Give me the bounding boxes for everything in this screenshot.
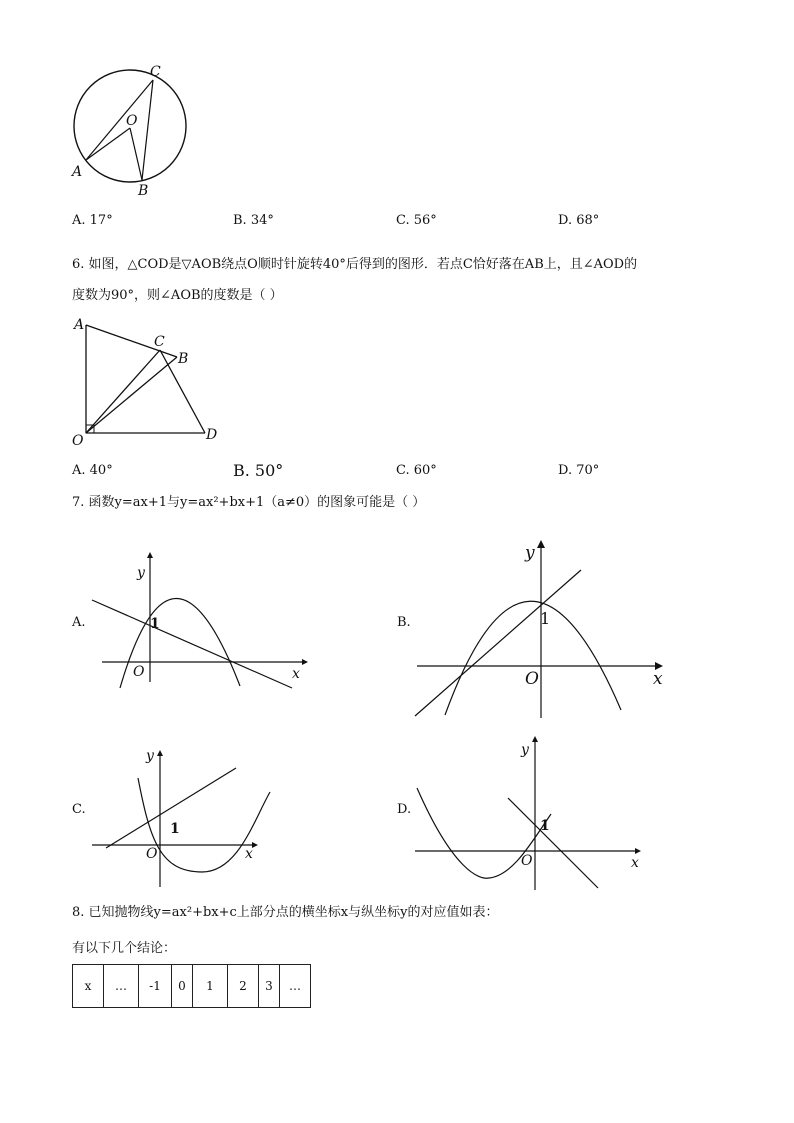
q7-option-a-label: A. [72, 615, 86, 630]
label-b: B [138, 183, 149, 199]
label-o: O [126, 113, 138, 129]
origin-label: O [133, 664, 145, 680]
q6-option-c: C. 60° [396, 463, 437, 478]
q8-question: 8. 已知抛物线y=ax²+bx+c上部分点的横坐标x与纵坐标y的对应值如表： [72, 905, 499, 920]
q5-option-d: D. 68° [558, 213, 600, 228]
one-label: 1 [150, 616, 160, 632]
q7-option-b-label: B. [397, 615, 411, 630]
y-label: y [525, 543, 535, 563]
label-d: D [206, 427, 218, 443]
q5-option-c: C. 56° [396, 213, 437, 228]
graph-b [415, 540, 670, 725]
x-label: x [653, 669, 663, 689]
q7-option-c-label: C. [72, 802, 86, 817]
table-cell: x [73, 965, 104, 1008]
label-b: B [178, 351, 189, 367]
table-row [73, 965, 311, 1008]
q6-option-b: B. 50° [233, 461, 284, 480]
q6-question-line1: 6. 如图，△COD是▽AOB绕点O顺时针旋转40°后得到的图形．若点C恰好落在AB上，且∠AOD的 [72, 257, 638, 272]
q6-option-a: A. 40° [72, 463, 113, 478]
origin-label: O [146, 846, 158, 862]
y-label: y [137, 565, 145, 581]
one-label: 1 [170, 821, 180, 837]
origin-label: O [521, 853, 533, 869]
q5-option-a: A. 17° [72, 213, 113, 228]
rotation-figure [70, 315, 230, 450]
graph-c [90, 740, 280, 890]
label-a: A [74, 317, 85, 333]
q7-question: 7. 函数y=ax+1与y=ax²+bx+1（a≠0）的图象可能是（ ） [72, 495, 426, 510]
one-label: 1 [540, 609, 551, 628]
graph-d [413, 730, 653, 895]
one-label: 1 [540, 818, 550, 834]
x-label: x [631, 855, 639, 871]
label-a: A [72, 164, 83, 180]
q7-option-d-label: D. [397, 802, 412, 817]
label-o: O [72, 433, 84, 449]
x-label: x [245, 846, 253, 862]
table-cell: 2 [228, 965, 259, 1008]
table-cell: 3 [259, 965, 280, 1008]
y-label: y [521, 742, 529, 758]
y-label: y [146, 748, 154, 764]
table-cell: … [104, 965, 139, 1008]
q8-subtext: 有以下几个结论： [72, 941, 177, 956]
graph-a [92, 550, 312, 690]
q6-question-line2: 度数为90°，则∠AOB的度数是（ ） [72, 288, 283, 303]
table-cell: 0 [172, 965, 193, 1008]
x-label: x [292, 666, 300, 682]
value-table [72, 964, 311, 1008]
q6-option-d: D. 70° [558, 463, 600, 478]
table-cell: … [280, 965, 311, 1008]
circle-figure [70, 60, 200, 200]
label-c: C [150, 64, 161, 80]
q5-option-b: B. 34° [233, 213, 274, 228]
origin-label: O [525, 669, 539, 689]
label-c: C [154, 334, 165, 350]
table-cell: -1 [139, 965, 172, 1008]
table-cell: 1 [193, 965, 228, 1008]
